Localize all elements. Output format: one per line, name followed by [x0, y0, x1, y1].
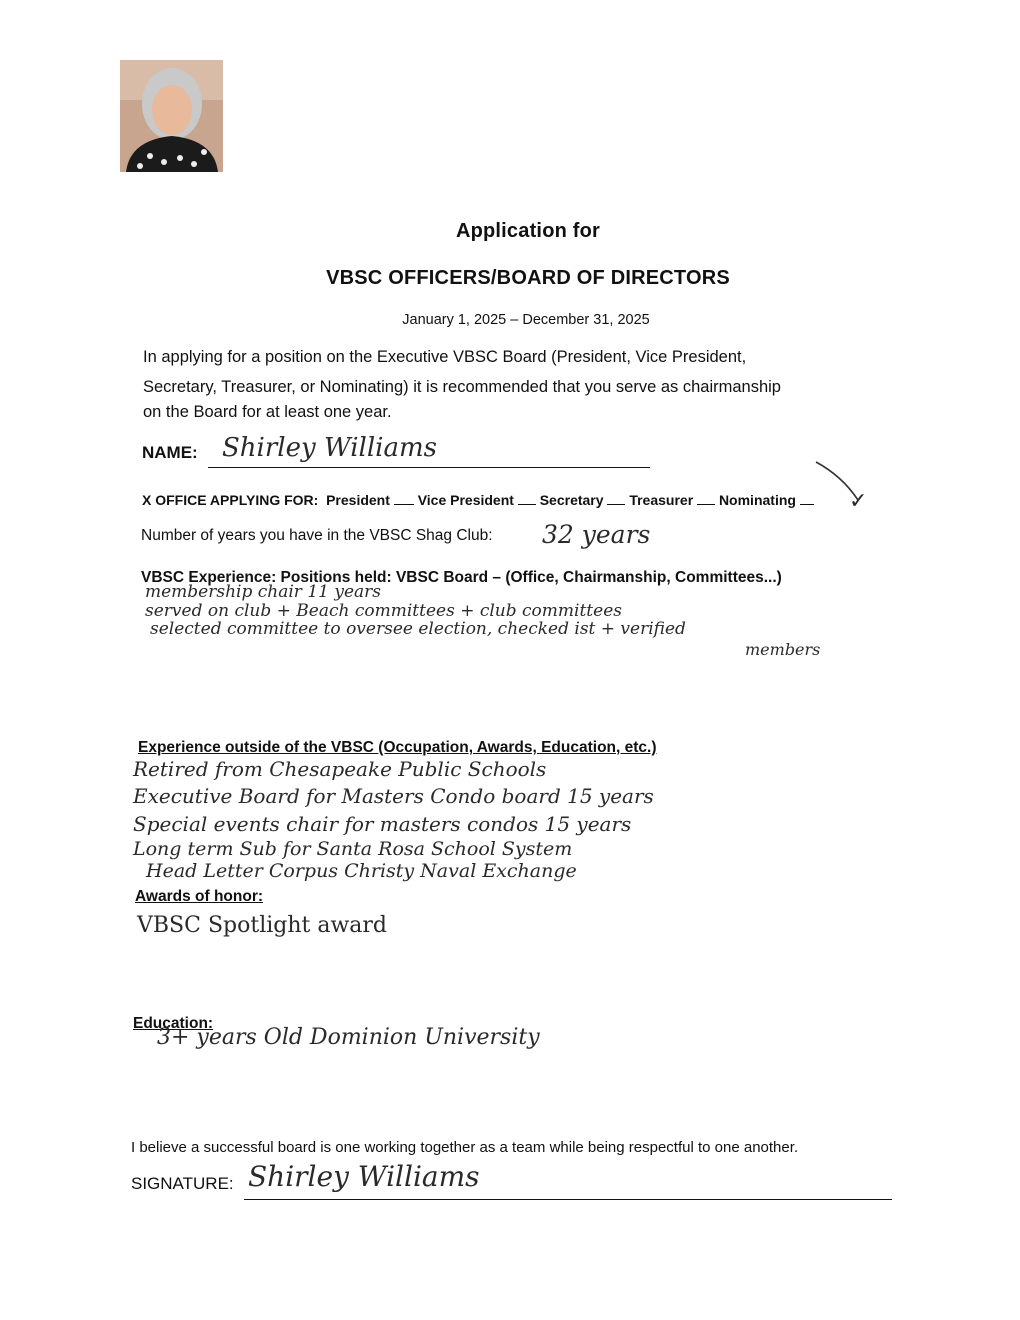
signature-label: SIGNATURE:: [131, 1174, 234, 1193]
outside-line-3[interactable]: Special events chair for masters condos 15 years: [133, 812, 632, 836]
name-label: NAME:: [142, 443, 198, 462]
outside-line-5[interactable]: Head Letter Corpus Christy Naval Exchange: [146, 860, 577, 882]
office-vice-president[interactable]: Vice President: [417, 492, 514, 508]
office-secretary[interactable]: Secretary: [539, 492, 604, 508]
form-title: Application for: [455, 220, 601, 242]
signature-underline: [244, 1199, 892, 1200]
vbsc-exp-line-1[interactable]: membership chair 11 years: [145, 582, 382, 602]
name-underline: [208, 467, 650, 468]
outside-line-4[interactable]: Long term Sub for Santa Rosa School System: [133, 838, 573, 860]
intro-line-2: Secretary, Treasurer, or Nominating) it is recommended that you serve as chairmanship: [143, 378, 781, 396]
education-value[interactable]: 3+ years Old Dominion University: [157, 1025, 540, 1050]
office-nominating[interactable]: Nominating: [718, 492, 796, 508]
awards-value[interactable]: VBSC Spotlight award: [137, 913, 388, 938]
office-row: [142, 492, 814, 508]
intro-line-1: In applying for a position on the Executive VBSC Board (President, Vice President,: [143, 348, 747, 366]
education-label: Education:: [133, 1015, 214, 1032]
vbsc-exp-line-2[interactable]: served on club + Beach committees + club committees: [145, 601, 622, 621]
signature-value[interactable]: Shirley Williams: [248, 1160, 480, 1193]
form-dates: January 1, 2025 – December 31, 2025: [402, 312, 650, 328]
years-value[interactable]: 32 years: [542, 520, 651, 549]
outside-line-1[interactable]: Retired from Chesapeake Public Schools: [133, 757, 547, 781]
awards-label: Awards of honor:: [135, 888, 264, 905]
belief-statement: I believe a successful board is one working together as a team while being respectful to one another.: [131, 1139, 799, 1156]
outside-experience-label: Experience outside of the VBSC (Occupation, Awards, Education, etc.): [138, 739, 657, 756]
vbsc-exp-line-3[interactable]: selected committee to oversee election, checked ist + verified: [150, 619, 686, 639]
outside-line-2[interactable]: Executive Board for Masters Condo board 15 years: [133, 784, 654, 808]
nominating-check-mark: ✓: [849, 489, 868, 514]
office-treasurer[interactable]: Treasurer: [629, 492, 694, 508]
years-label: Number of years you have in the VBSC Shag Club:: [141, 527, 493, 544]
name-value[interactable]: Shirley Williams: [222, 433, 437, 463]
vbsc-experience-label: VBSC Experience: Positions held: VBSC Board – (Office, Chairmanship, Committees...): [141, 569, 782, 586]
intro-line-3: on the Board for at least one year.: [143, 403, 392, 421]
office-president[interactable]: President: [326, 492, 390, 508]
check-stroke-icon: [812, 458, 872, 508]
vbsc-exp-line-4[interactable]: members: [745, 640, 821, 659]
applicant-photo: [120, 60, 223, 172]
office-label: X OFFICE APPLYING FOR:: [142, 492, 319, 508]
form-subtitle: VBSC OFFICERS/BOARD OF DIRECTORS: [326, 267, 730, 289]
